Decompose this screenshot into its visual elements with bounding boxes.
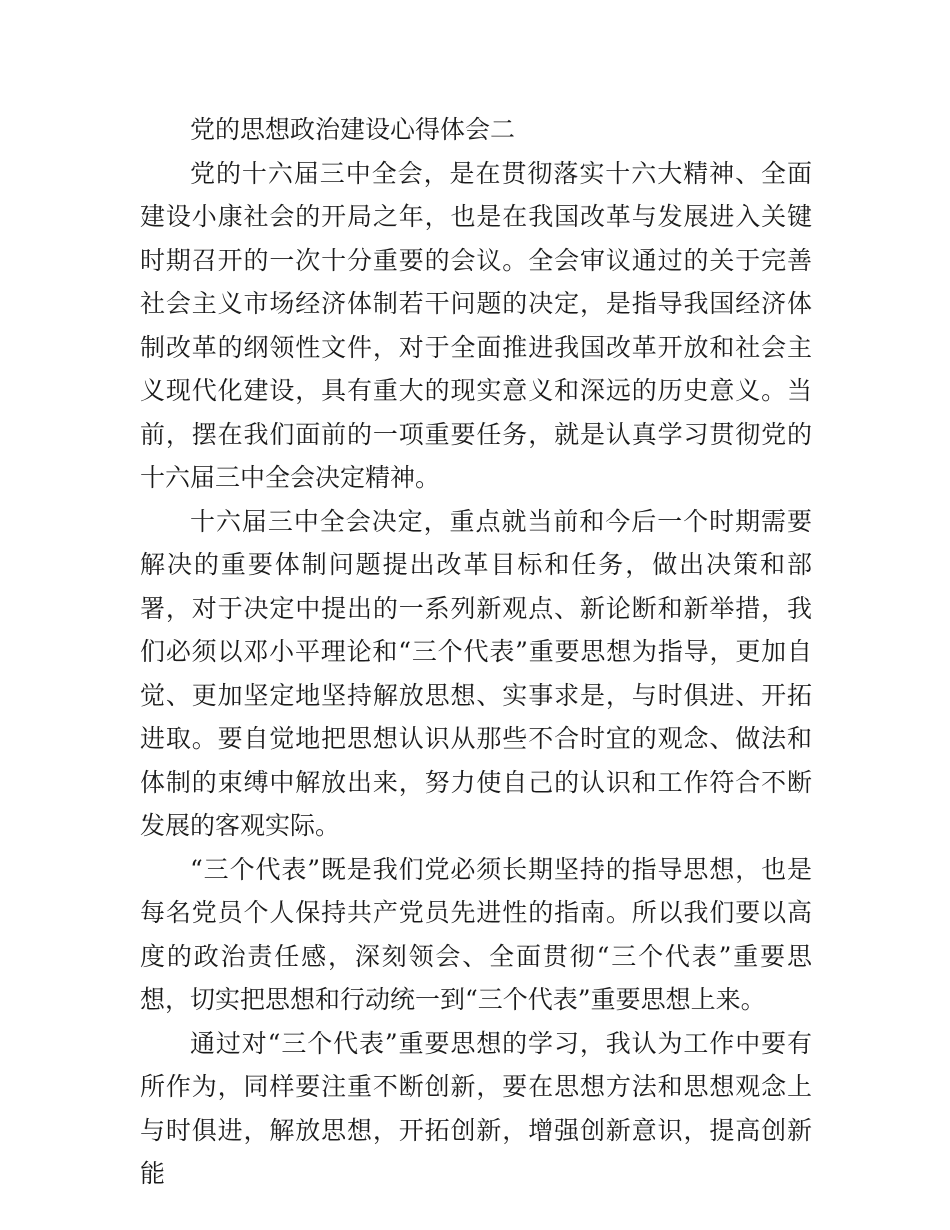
paragraph: “三个代表”既是我们党必须长期坚持的指导思想，也是每名党员个人保持共产党员先进性的指南。所以我们要以高度的政治责任感，深刻领会、全面贯彻“三个代表”重要思想，切实把思想和行动统一到“三个代表”重要思想上来。 [140, 854, 812, 1014]
document-body [140, 108, 812, 1196]
paragraph: 十六届三中全会决定，重点就当前和今后一个时期需要解决的重要体制问题提出改革目标和任务，做出决策和部署，对于决定中提出的一系列新观点、新论断和新举措，我们必须以邓小平理论和“三个代表”重要思想为指导，更加自觉、更加坚定地坚持解放思想、实事求是，与时俱进、开拓进取。要自觉地把思想认识从那些不合时宜的观念、做法和体制的束缚中解放出来，努力使自己的认识和工作符合不断发展的客观实际。 [140, 506, 812, 840]
paragraph: 党的十六届三中全会，是在贯彻落实十六大精神、全面建设小康社会的开局之年，也是在我国改革与发展进入关键时期召开的一次十分重要的会议。全会审议通过的关于完善社会主义市场经济体制若干问题的决定，是指导我国经济体制改革的纲领性文件，对于全面推进我国改革开放和社会主义现代化建设，具有重大的现实意义和深远的历史意义。当前，摆在我们面前的一项重要任务，就是认真学习贯彻党的十六届三中全会决定精神。 [140, 158, 812, 492]
paragraph: 通过对“三个代表”重要思想的学习，我认为工作中要有所作为，同样要注重不断创新，要在思想方法和思想观念上与时俱进，解放思想，开拓创新，增强创新意识，提高创新能 [140, 1028, 812, 1188]
document-title: 党的思想政治建设心得体会二 [190, 115, 516, 144]
